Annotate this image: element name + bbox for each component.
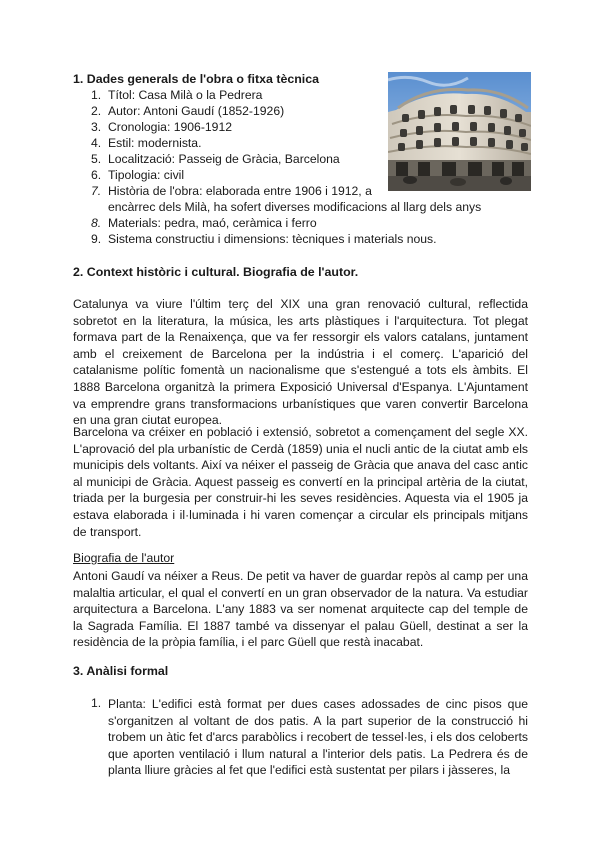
list-item: 5. Localització: Passeig de Gràcia, Barcelona bbox=[91, 152, 340, 166]
list-item: 1. Títol: Casa Milà o la Pedrera bbox=[91, 88, 263, 102]
casa-mila-photo bbox=[388, 72, 531, 191]
list-item: 4. Estil: modernista. bbox=[91, 136, 202, 150]
context-paragraph-2: Barcelona va créixer en població i extensió, sobretot a començament del segle XX. L'aprovació del pla urbanístic de Cerdà (1859) unia el nucli antic de la ciutat amb els municipis dels voltants. Així va néixer el passeig de Gràcia que anava del casc antic al municipi de Gràcia. Aquest passeig es convertí en la principal artèria de la ciutat, triada per la burgesia per construir-hi les seves residències. Aquesta via el 1905 ja estava elaborada i il·luminada i hi varen començar a circular els principals mitjans de transport. bbox=[73, 425, 528, 539]
context-paragraph-1: Catalunya va viure l'últim terç del XIX una gran renovació cultural, reflectida sobretot en la literatura, la música, les arts plàstiques i l'arquitectura. Tot plegat formava part de la Renaixença, que va fer ressorgir els valors catalans, juntament amb el creixement de Barcelona per la indústria i el comerç. L'aparició del catalanisme polític fomentà un nacionalisme que s'estengué a tots els àmbits. El 1888 Barcelona organitzà la primera Exposició Universal d'Espanya. L'Ajuntament va emprendre grans transformacions urbanístiques que varen convertir Barcelona en una gran ciutat europea. bbox=[73, 297, 528, 428]
list-item: 8. Materials: pedra, maó, ceràmica i ferro bbox=[91, 216, 317, 230]
section-3-item-number: 1. bbox=[91, 696, 102, 710]
list-item: 7. Història de l'obra: elaborada entre 1906 i 1912, a bbox=[91, 184, 372, 198]
list-item: 9. Sistema constructiu i dimensions: tècniques i materials nous. bbox=[91, 232, 437, 246]
section-3-heading: 3. Anàlisi formal bbox=[73, 664, 169, 678]
list-item: 3. Cronologia: 1906-1912 bbox=[91, 120, 232, 134]
list-item: 6. Tipologia: civil bbox=[91, 168, 185, 182]
section-2-heading: 2. Context històric i cultural. Biografia de l'autor. bbox=[73, 265, 359, 279]
biography-heading: Biografia de l'autor bbox=[73, 551, 175, 565]
list-item: 2. Autor: Antoni Gaudí (1852-1926) bbox=[91, 104, 285, 118]
section-1-heading: 1. Dades generals de l'obra o fitxa tècnica bbox=[73, 72, 320, 86]
list-item-continuation: encàrrec dels Milà, ha sofert diverses modificacions al llarg dels anys bbox=[108, 200, 482, 214]
section-3-item-1: Planta: L'edifici està format per dues cases adossades de cinc pisos que s'organitzen al voltant de dos patis. A la part superior de la construcció hi trobem un àtic fet d'arcs parabòlics i recobert de tessel·les, i els dos celoberts que aporten ventilació i llum natural a l'interior dels patis. La Pedrera és de planta lliure gràcies al fet que l'edifici està sustentat per pilars i jàsseres, la bbox=[108, 697, 528, 778]
biography-paragraph: Antoni Gaudí va néixer a Reus. De petit va haver de guardar repòs al camp per una malaltia articular, el qual el convertí en un gran observador de la natura. Va estudiar arquitectura a Barcelona. L'any 1883 va ser nomenat arquitecte cap del temple de la Sagrada Família. El 1887 també va dissenyar el palau Güell, destinat a ser la residència de la pròpia família, i el parc Güell que restà inacabat. bbox=[73, 569, 528, 650]
